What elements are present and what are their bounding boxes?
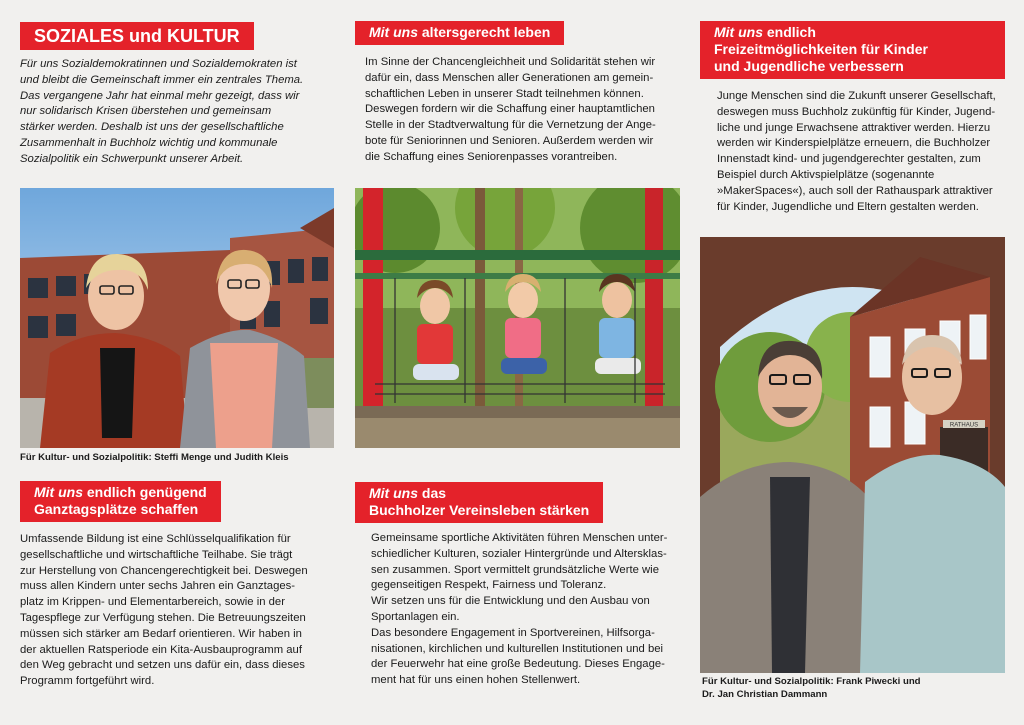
- title-line2: Ganztagsplätze schaffen: [34, 501, 199, 517]
- photo-menge-kleis: [20, 188, 334, 448]
- title-rest: altersgerecht leben: [418, 24, 551, 40]
- photo-caption-2: Für Kultur- und Sozialpolitik: Frank Piwecki und Dr. Jan Christian Dammann: [702, 676, 921, 700]
- vereinsleben-body: Gemeinsame sportliche Aktivitäten führen Menschen unter- schiedlicher Kulturen, sozialer Hintergründe und Altersklas- sen zusammen. Sport vermittelt grundsätzliche Werte wie gegenseitigen Respekt, Fairness und Toleranz. Wir setzen uns für die Entwicklung und den Ausbau von Sportanlagen ein. Das besondere Engagement in Sportvereinen, Hilfsorga- nisationen, kirchlichen und kulturellen Institutionen und bei der Feuerwehr hat eine große Bedeutung. Dieses Engage- ment hat für uns einen hohen Stellenwert.: [371, 532, 668, 687]
- title-emphasis: Mit uns: [369, 485, 418, 501]
- title-line2: Buchholzer Vereinsleben stärken: [369, 502, 590, 518]
- altersgerecht-body: Im Sinne der Chancengleichheit und Solidarität stehen wir dafür ein, dass Menschen aller Generationen am gemein- schaftlichen Leben in unserer Stadt teilnehmen können. Deswegen fordern wir die Schaffung einer hauptamtlichen Stelle in der Stadtverwaltung für die Vernetzung der Ange- bote für Seniorinnen und Senioren. Außerdem werden wir die Schaffung eines Seniorenpasses vorantreiben.: [365, 56, 656, 163]
- rathaus-door-sign: RATHAUS: [949, 422, 979, 429]
- section-title-altersgerecht: [355, 21, 564, 45]
- title-rest: endlich genügend: [83, 484, 207, 500]
- section-title-ganztagsplaetze: [20, 481, 221, 522]
- photo-playground: [355, 188, 680, 448]
- title-text: SOZIALES und KULTUR: [34, 26, 240, 46]
- section-title-vereinsleben: [355, 482, 603, 523]
- title-emphasis: Mit uns: [714, 24, 763, 40]
- intro-paragraph: Für uns Sozialdemokratinnen und Sozialdemokraten ist und bleibt die Gemeinschaft immer ein zentrales Thema. Das vergangene Jahr hat einmal mehr gezeigt, dass wir nur solidarisch Krisen überstehen und gemeinsam stärker werden. Deshalb ist uns der gesellschaftliche Zusammenhalt in Buchholz wichtig und kommunale Sozialpolitik ein Schwerpunkt unserer Arbeit.: [20, 58, 304, 165]
- title-rest: endlich: [763, 24, 816, 40]
- title-rest: das: [418, 485, 447, 501]
- photo-caption-1: Für Kultur- und Sozialpolitik: Steffi Menge und Judith Kleis: [20, 452, 289, 463]
- title-emphasis: Mit uns: [369, 24, 418, 40]
- title-line3: und Jugendliche verbessern: [714, 58, 904, 74]
- ganztagsplaetze-body: Umfassende Bildung ist eine Schlüsselqualifikation für gesellschaftliche und wirtschaftliche Teilhabe. Sie trägt zur Herstellung von Chancengerechtigkeit bei. Deswegen muss allen Kindern unter sechs Jahren ein Ganztages- platz im Krippen- und Elementarbereich, sowie in der Tagespflege zur Verfügung stehen. Die Betreuungszeiten müssen sich stärker am Bedarf orientieren. Wir haben in der aktuellen Ratsperiode ein Kita-Ausbauprogramm auf den Weg gebracht und setzen uns dafür ein, dass dieses Programm fortgeführt wird.: [20, 533, 308, 688]
- freizeit-body: Junge Menschen sind die Zukunft unserer Gesellschaft, deswegen muss Buchholz zukünftig für Kinder, Jugend- liche und junge Erwachsene attraktiver werden. Hierzu werden wir Kinderspielplätze erneuern, die Buchholzer Innenstadt kind- und jugendgerechter gestalten, zum Beispiel durch Aktivspielplätze (sogenannte »MakerSpaces«), auch soll der Rathauspark attraktiver für Kinder, Jugendliche und Eltern gestalten werden.: [717, 90, 996, 213]
- section-title-freizeit: [700, 21, 1005, 79]
- photo-piwecki-dammann: [700, 237, 1005, 673]
- section-title-soziales-kultur: [20, 22, 254, 50]
- title-emphasis: Mit uns: [34, 484, 83, 500]
- title-line2: Freizeitmöglichkeiten für Kinder: [714, 41, 928, 57]
